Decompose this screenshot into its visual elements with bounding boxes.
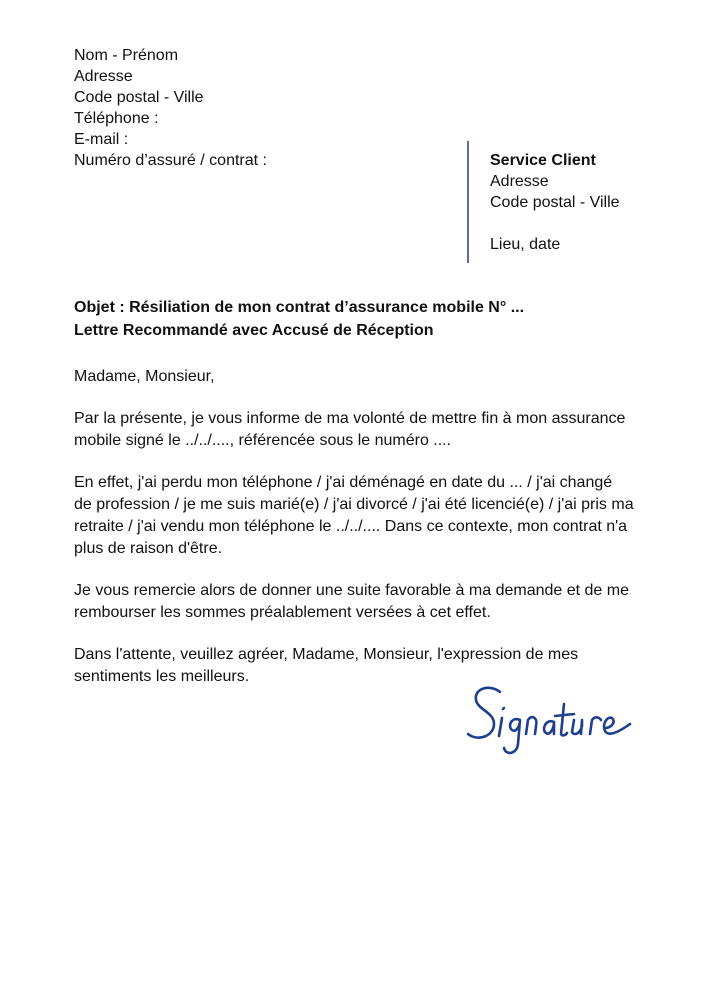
- recipient-address: Adresse: [490, 173, 549, 190]
- address-divider: [467, 141, 469, 263]
- recipient-name: Service Client: [490, 152, 596, 169]
- signature-strokes: [468, 688, 630, 753]
- paragraph-closing: Dans l'attente, veuillez agréer, Madame, Monsieur, l'expression de mes sentiments les meilleurs.: [74, 646, 579, 685]
- subject-block: [74, 296, 524, 342]
- sender-phone: Téléphone :: [74, 110, 159, 127]
- sender-block: [74, 45, 267, 171]
- recipient-spacer: [490, 213, 620, 234]
- paragraph-reason: En effet, j'ai perdu mon téléphone / j'ai déménagé en date du ... / j'ai changé de profession / je me suis marié(e) / j'ai divorcé / j'ai été licencié(e) / j'ai pris ma retraite / j'ai vendu mon téléphone le ../../.... Dans ce contexte, mon contrat n'a plus de raison d'être.: [74, 474, 634, 557]
- place-date: Lieu, date: [490, 236, 561, 253]
- letter-body: [74, 366, 634, 708]
- recipient-block: [490, 150, 620, 255]
- recipient-city: Code postal - Ville: [490, 194, 620, 211]
- sender-city: Code postal - Ville: [74, 89, 204, 106]
- registered-mail-line: Lettre Recommandé avec Accusé de Réception: [74, 322, 434, 339]
- paragraph-intent: Par la présente, je vous informe de ma volonté de mettre fin à mon assurance mobile signé le ../../...., référencée sous le numéro ....: [74, 410, 626, 449]
- signature-image: [460, 678, 640, 760]
- sender-contract-number: Numéro d’assuré / contrat :: [74, 152, 267, 169]
- sender-address: Adresse: [74, 68, 133, 85]
- paragraph-request: Je vous remercie alors de donner une suite favorable à ma demande et de me rembourser les sommes préalablement versées à cet effet.: [74, 582, 629, 621]
- sender-name: Nom - Prénom: [74, 47, 179, 64]
- greeting: Madame, Monsieur,: [74, 368, 215, 385]
- sender-email: E-mail :: [74, 131, 129, 148]
- subject-line: Objet : Résiliation de mon contrat d’assurance mobile N° ...: [74, 299, 525, 316]
